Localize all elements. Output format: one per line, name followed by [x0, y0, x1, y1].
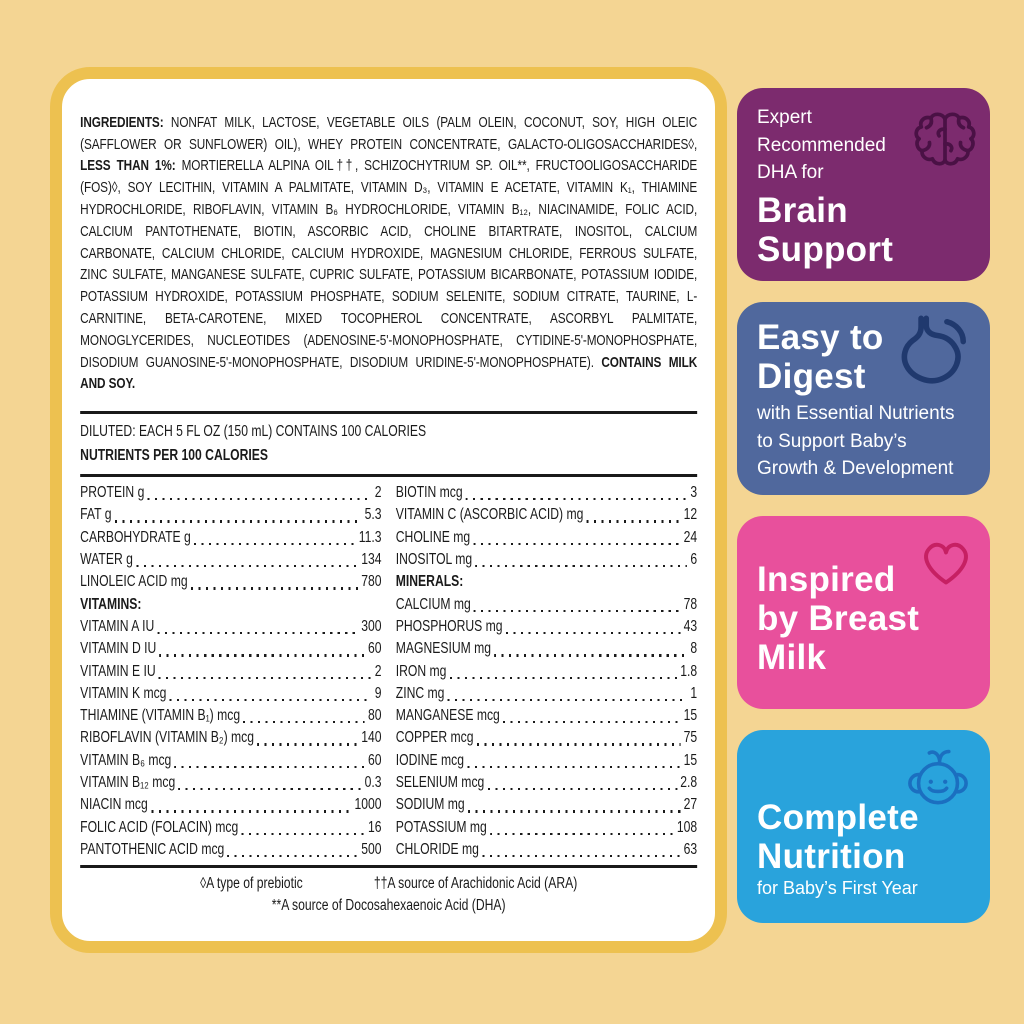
- nutrient-name: IODINE mcg: [395, 751, 465, 769]
- table-row: [80, 705, 381, 727]
- table-row: [80, 638, 381, 660]
- dot-leader: [257, 743, 358, 745]
- table-row: [80, 727, 381, 749]
- card-eyebrow-line: Recommended: [757, 134, 886, 156]
- nutrient-value: 0.3: [364, 774, 382, 791]
- dot-leader: [490, 833, 674, 835]
- nutrition-label-panel: [50, 67, 727, 953]
- divider-rule-top: [80, 411, 697, 414]
- footnotes: [80, 873, 697, 917]
- less-than-1pct-heading: LESS THAN 1%:: [80, 158, 176, 175]
- table-row: [80, 616, 381, 638]
- dot-leader: [482, 855, 680, 857]
- table-row: [80, 527, 381, 549]
- dot-leader: [503, 721, 680, 723]
- footnote-row-2: [80, 895, 697, 917]
- nutrient-value: 2: [374, 662, 382, 680]
- card-complete-nutrition: [737, 730, 990, 923]
- nutrient-name: INOSITOL mg: [395, 551, 473, 569]
- nutrient-value: 60: [368, 640, 382, 658]
- label-content: [62, 79, 715, 917]
- ingredients-part1: NONFAT MILK, LACTOSE, VEGETABLE OILS (PALM OLEIN, COCONUT, SOY, HIGH OLEIC (SAFFLOWER OR SUNFLOWER) OIL), WHEY PROTEIN CONCENTRATE, GALACTO-OLIGOSACCHARIDES◊,: [80, 114, 698, 153]
- card-title-line: Inspired: [757, 560, 896, 599]
- dot-leader: [506, 632, 681, 634]
- dot-leader: [227, 855, 358, 857]
- dot-leader: [448, 699, 688, 701]
- nutrient-value: 134: [361, 551, 382, 569]
- card-inspired-by-breast-milk: [737, 516, 990, 709]
- nutrient-value: 15: [683, 751, 698, 769]
- card-title-line: Milk: [757, 638, 827, 677]
- nutrient-value: 140: [361, 729, 382, 747]
- nutrient-name: RIBOFLAVIN (VITAMIN B₂) mcg: [80, 729, 255, 747]
- nutrient-name: FOLIC ACID (FOLACIN) mcg: [80, 818, 239, 836]
- nutrient-column-right: [396, 482, 697, 861]
- nutrient-value: 11.3: [358, 528, 382, 546]
- nutrient-value: 2.8: [680, 774, 698, 791]
- nutrient-name: WATER g: [80, 551, 133, 569]
- card-subtext-line: Growth & Development: [757, 458, 954, 479]
- dot-leader: [466, 498, 687, 500]
- nutrient-value: 1000: [354, 796, 382, 814]
- card-title-line: Brain: [757, 190, 848, 230]
- table-row: [396, 638, 697, 660]
- dot-leader: [487, 788, 677, 790]
- table-row: [396, 750, 697, 772]
- nutrient-name: MANGANESE mcg: [395, 707, 500, 725]
- nutrient-value: 1.8: [680, 662, 698, 680]
- nutrient-value: 6: [690, 551, 698, 569]
- card-title-line: Support: [757, 229, 894, 269]
- nutrient-name: BIOTIN mcg: [395, 484, 463, 502]
- dot-leader: [159, 677, 372, 679]
- table-row: [80, 772, 381, 794]
- nutrient-value: 16: [368, 818, 382, 836]
- nutrient-name: CHOLINE mg: [395, 528, 471, 546]
- divider-rule-table-bottom: [80, 865, 697, 868]
- dot-leader: [178, 788, 361, 790]
- nutrient-value: 1: [690, 684, 698, 702]
- nutrient-name: VITAMIN E IU: [80, 662, 156, 680]
- dot-leader: [151, 810, 351, 812]
- table-row: [396, 661, 697, 683]
- table-row: [396, 683, 697, 705]
- dot-leader: [475, 565, 687, 567]
- nutrient-value: 8: [690, 640, 698, 658]
- card-title-line: Complete: [757, 798, 919, 837]
- nutrient-value: 5.3: [364, 506, 382, 524]
- contains-statement: CONTAINS MILK AND SOY.: [80, 354, 698, 393]
- nutrient-value: 43: [683, 617, 698, 635]
- nutrient-name: ZINC mg: [395, 684, 445, 702]
- nutrient-name: THIAMINE (VITAMIN B₁) mcg: [80, 707, 241, 725]
- nutrient-name: PROTEIN g: [80, 484, 145, 502]
- nutrient-name: VITAMIN A IU: [80, 617, 155, 635]
- nutrient-value: 500: [361, 840, 382, 858]
- footnote-prebiotic: ◊A type of prebiotic: [200, 875, 303, 893]
- card-subtext-line: for Baby’s First Year: [757, 878, 918, 898]
- nutrient-value: 12: [683, 506, 698, 524]
- table-row: [396, 705, 697, 727]
- nutrient-name: VITAMIN B₆ mcg: [80, 751, 172, 769]
- dot-leader: [174, 766, 364, 768]
- table-row: [396, 727, 697, 749]
- table-row: [80, 504, 381, 526]
- dot-leader: [587, 520, 681, 522]
- table-row: [396, 482, 697, 504]
- nutrient-value: 60: [368, 751, 382, 769]
- footnote-ara: ††A source of Arachidonic Acid (ARA): [373, 875, 578, 893]
- dot-leader: [468, 810, 681, 812]
- nutrient-column-left: [80, 482, 381, 861]
- table-row: [396, 839, 697, 861]
- nutrient-value: 78: [683, 595, 698, 613]
- dot-leader: [148, 498, 372, 500]
- table-section-header: VITAMINS:: [80, 595, 142, 613]
- table-row: [396, 794, 697, 816]
- nutrient-name: NIACIN mcg: [80, 796, 148, 814]
- nutrient-name: CHLORIDE mg: [395, 840, 479, 858]
- nutrient-name: PHOSPHORUS mg: [395, 617, 503, 635]
- ingredients-heading: INGREDIENTS:: [80, 114, 164, 131]
- nutrient-name: COPPER mcg: [395, 729, 474, 747]
- nutrient-name: PANTOTHENIC ACID mcg: [80, 840, 225, 858]
- nutrient-value: 9: [374, 684, 382, 702]
- card-brain-support: [737, 88, 990, 281]
- nutrient-name: CARBOHYDRATE g: [80, 528, 191, 546]
- ingredients-paragraph: [80, 113, 697, 396]
- nutrient-name: CALCIUM mg: [395, 595, 471, 613]
- nutrient-name: MAGNESIUM mg: [395, 640, 492, 658]
- heart-icon: [916, 526, 976, 594]
- card-title-line: Digest: [757, 357, 866, 396]
- dot-leader: [243, 721, 365, 723]
- table-row: [80, 683, 381, 705]
- card-title-line: by Breast: [757, 599, 920, 638]
- divider-rule-table-top: [80, 474, 697, 477]
- nutrient-value: 24: [683, 528, 698, 546]
- dot-leader: [191, 587, 358, 589]
- nutrient-value: 300: [361, 617, 382, 635]
- diluted-statement: DILUTED: EACH 5 FL OZ (150 mL) CONTAINS 100 CALORIES: [80, 423, 427, 441]
- nutrients-per-100-calories-heading: NUTRIENTS PER 100 CALORIES: [80, 447, 268, 465]
- table-row: [80, 839, 381, 861]
- card-subtext-line: to Support Baby’s: [757, 430, 907, 452]
- nutrition-table: [80, 482, 697, 861]
- table-row: [396, 772, 697, 794]
- card-title-line: Easy to: [757, 318, 884, 357]
- nutrient-name: LINOLEIC ACID mg: [80, 573, 188, 591]
- benefit-cards-column: [737, 88, 990, 923]
- nutrient-name: FAT g: [80, 506, 112, 524]
- table-row: [396, 504, 697, 526]
- nutrient-name: VITAMIN K mcg: [80, 684, 167, 702]
- baby-icon: [902, 742, 974, 810]
- dot-leader: [494, 654, 687, 656]
- table-row: [396, 616, 697, 638]
- nutrient-value: 15: [683, 707, 698, 725]
- nutrient-name: SELENIUM mcg: [395, 774, 485, 791]
- nutrient-name: VITAMIN C (ASCORBIC ACID) mg: [395, 506, 584, 524]
- table-row: [396, 527, 697, 549]
- stomach-icon: [896, 314, 984, 400]
- table-row: [396, 594, 697, 616]
- nutrient-value: 63: [683, 840, 698, 858]
- table-row: [396, 549, 697, 571]
- nutrient-name: VITAMIN D IU: [80, 640, 157, 658]
- table-row: [80, 482, 381, 504]
- dot-leader: [241, 833, 364, 835]
- card-easy-to-digest: [737, 302, 990, 495]
- table-row: [80, 549, 381, 571]
- nutrient-name: IRON mg: [395, 662, 447, 680]
- dot-leader: [467, 766, 680, 768]
- card-title-line: Nutrition: [757, 837, 906, 876]
- footnote-dha: **A source of Docosahexaenoic Acid (DHA): [271, 897, 506, 915]
- card-subtext-line: with Essential Nutrients: [757, 403, 955, 424]
- table-section-header: MINERALS:: [395, 573, 464, 591]
- table-row: [396, 817, 697, 839]
- nutrient-name: POTASSIUM mg: [395, 818, 487, 836]
- card-eyebrow-line: Expert: [757, 107, 812, 128]
- nutrient-value: 80: [368, 707, 382, 725]
- dot-leader: [170, 699, 372, 701]
- nutrient-value: 108: [676, 818, 698, 836]
- table-row: [80, 750, 381, 772]
- nutrient-name: VITAMIN B₁₂ mcg: [80, 774, 176, 791]
- dot-leader: [157, 632, 358, 634]
- table-row: [80, 661, 381, 683]
- dot-leader: [473, 543, 680, 545]
- nutrient-value: 75: [683, 729, 698, 747]
- footnote-row-1: [80, 873, 697, 895]
- table-row: [80, 571, 381, 593]
- brain-icon: [908, 102, 982, 186]
- dot-leader: [477, 743, 681, 745]
- nutrient-value: 780: [361, 573, 382, 591]
- card-eyebrow-line: DHA for: [757, 162, 824, 183]
- nutrient-value: 2: [374, 484, 382, 502]
- nutrient-value: 3: [690, 484, 698, 502]
- dot-leader: [194, 543, 356, 545]
- dot-leader: [136, 565, 358, 567]
- dot-leader: [450, 677, 677, 679]
- table-row: [80, 794, 381, 816]
- nutrient-name: SODIUM mg: [395, 796, 465, 814]
- dot-leader: [159, 654, 364, 656]
- ingredients-part2: MORTIERELLA ALPINA OIL††, SCHIZOCHYTRIUM SP. OIL**, FRUCTOOLIGOSACCHARIDE (FOS)◊, SOY LECITHIN, VITAMIN A PALMITATE, VITAMIN D₃, VITAMIN E ACETATE, VITAMIN K₁, THIAMINE HYDROCHLORIDE, RIBOFLAVIN, VITAMIN B₆ HYDROCHLORIDE, VITAMIN B₁₂, NIACINAMIDE, FOLIC ACID, CALCIUM PANTOTHENATE, BIOTIN, ASCORBIC ACID, CHOLINE BITARTRATE, INOSITOL, CALCIUM CARBONATE, CALCIUM CHLORIDE, CALCIUM HYDROXIDE, MAGNESIUM CHLORIDE, FERROUS SULFATE, ZINC SULFATE, MANGANESE SULFATE, CUPRIC SULFATE, POTASSIUM BICARBONATE, POTASSIUM IODIDE, POTASSIUM HYDROXIDE, POTASSIUM PHOSPHATE, SODIUM SELENITE, SODIUM CITRATE, TAURINE, L-CARNITINE, BETA-CAROTENE, MIXED TOCOPHEROL CONCENTRATE, ASCORBYL PALMITATE, MONOGLYCERIDES, NUCLEOTIDES (ADENOSINE-5'-MONOPHOSPHATE, CYTIDINE-5'-MONOPHOSPHATE, DISODIUM GUANOSINE-5'-MONOPHOSPHATE, DISODIUM URIDINE-5'-MONOPHOSPHATE).: [80, 158, 698, 371]
- dot-leader: [115, 520, 362, 522]
- dot-leader: [474, 610, 681, 612]
- nutrient-value: 27: [683, 796, 698, 814]
- table-row: [80, 817, 381, 839]
